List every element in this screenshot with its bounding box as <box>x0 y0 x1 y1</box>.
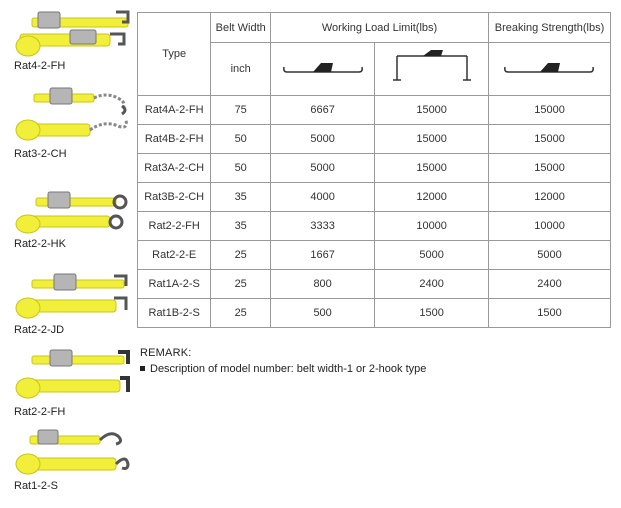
cell-wll-single: 6667 <box>271 96 375 125</box>
product-label: Rat4-2-FH <box>14 60 66 72</box>
cell-wll-single: 500 <box>271 299 375 328</box>
cell-type: Rat4A-2-FH <box>138 96 211 125</box>
cell-wll-single: 4000 <box>271 183 375 212</box>
product-item <box>10 348 134 418</box>
ratchet-strap-chain-hook-image <box>10 86 132 148</box>
basket-pull-diagram <box>375 43 489 96</box>
table-row <box>138 241 611 270</box>
cell-wll-basket: 5000 <box>375 241 489 270</box>
cell-width: 35 <box>211 183 271 212</box>
cell-breaking: 2400 <box>489 270 611 299</box>
ratchet-strap-hook-image <box>10 188 132 238</box>
cell-wll-basket: 15000 <box>375 96 489 125</box>
breaking-strength-icon <box>502 58 598 78</box>
table-row <box>138 183 611 212</box>
product-label: Rat2-2-FH <box>14 406 66 418</box>
cell-breaking: 15000 <box>489 96 611 125</box>
cell-type: Rat1A-2-S <box>138 270 211 299</box>
cell-width: 25 <box>211 270 271 299</box>
header-unit: inch <box>211 43 271 96</box>
cell-wll-basket: 15000 <box>375 125 489 154</box>
header-breaking-strength: Breaking Strength(lbs) <box>489 13 611 43</box>
product-item <box>10 188 134 250</box>
header-type: Type <box>138 13 211 96</box>
ratchet-strap-s-hook-image <box>10 428 132 480</box>
basket-pull-icon <box>389 48 475 88</box>
cell-width: 75 <box>211 96 271 125</box>
ratchet-strap-flat-hook-image <box>10 272 132 324</box>
header-working-load-limit: Working Load Limit(lbs) <box>271 13 489 43</box>
table-header-row <box>138 13 611 43</box>
cell-width: 25 <box>211 241 271 270</box>
spec-table <box>137 12 611 328</box>
cell-breaking: 15000 <box>489 125 611 154</box>
product-label: Rat1-2-S <box>14 480 59 492</box>
cell-wll-basket: 15000 <box>375 154 489 183</box>
ratchet-strap-flat-hook-image <box>10 348 132 406</box>
table-row <box>138 96 611 125</box>
cell-wll-single: 5000 <box>271 154 375 183</box>
remark-title: REMARK: <box>140 347 192 359</box>
product-label: Rat2-2-JD <box>14 324 65 336</box>
cell-breaking: 15000 <box>489 154 611 183</box>
cell-wll-single: 1667 <box>271 241 375 270</box>
cell-type: Rat4B-2-FH <box>138 125 211 154</box>
cell-wll-basket: 10000 <box>375 212 489 241</box>
remark-note <box>140 363 426 375</box>
cell-type: Rat2-2-FH <box>138 212 211 241</box>
remark-section <box>140 347 426 375</box>
table-row <box>138 299 611 328</box>
product-label: Rat3-2-CH <box>14 148 67 160</box>
cell-wll-basket: 1500 <box>375 299 489 328</box>
straight-pull-icon <box>281 58 365 78</box>
bullet-icon <box>140 366 145 371</box>
cell-type: Rat2-2-E <box>138 241 211 270</box>
cell-breaking: 10000 <box>489 212 611 241</box>
cell-width: 50 <box>211 125 271 154</box>
cell-wll-single: 3333 <box>271 212 375 241</box>
breaking-diagram <box>489 43 611 96</box>
cell-width: 25 <box>211 299 271 328</box>
table-row <box>138 154 611 183</box>
cell-wll-basket: 2400 <box>375 270 489 299</box>
cell-breaking: 5000 <box>489 241 611 270</box>
cell-wll-single: 5000 <box>271 125 375 154</box>
cell-type: Rat3B-2-CH <box>138 183 211 212</box>
straight-pull-diagram <box>271 43 375 96</box>
table-row <box>138 212 611 241</box>
product-list <box>0 0 136 508</box>
cell-width: 50 <box>211 154 271 183</box>
table-row <box>138 125 611 154</box>
product-item <box>10 86 134 160</box>
ratchet-strap-flat-hook-image <box>10 8 132 60</box>
cell-breaking: 1500 <box>489 299 611 328</box>
cell-width: 35 <box>211 212 271 241</box>
cell-type: Rat3A-2-CH <box>138 154 211 183</box>
table-row <box>138 270 611 299</box>
cell-wll-basket: 12000 <box>375 183 489 212</box>
header-belt-width: Belt Width <box>211 13 271 43</box>
remark-note-text: Description of model number: belt width-1 or 2-hook type <box>150 363 427 375</box>
product-item <box>10 272 134 336</box>
product-item <box>10 428 134 492</box>
cell-wll-single: 800 <box>271 270 375 299</box>
product-item <box>10 8 134 72</box>
product-label: Rat2-2-HK <box>14 238 66 250</box>
cell-type: Rat1B-2-S <box>138 299 211 328</box>
cell-breaking: 12000 <box>489 183 611 212</box>
